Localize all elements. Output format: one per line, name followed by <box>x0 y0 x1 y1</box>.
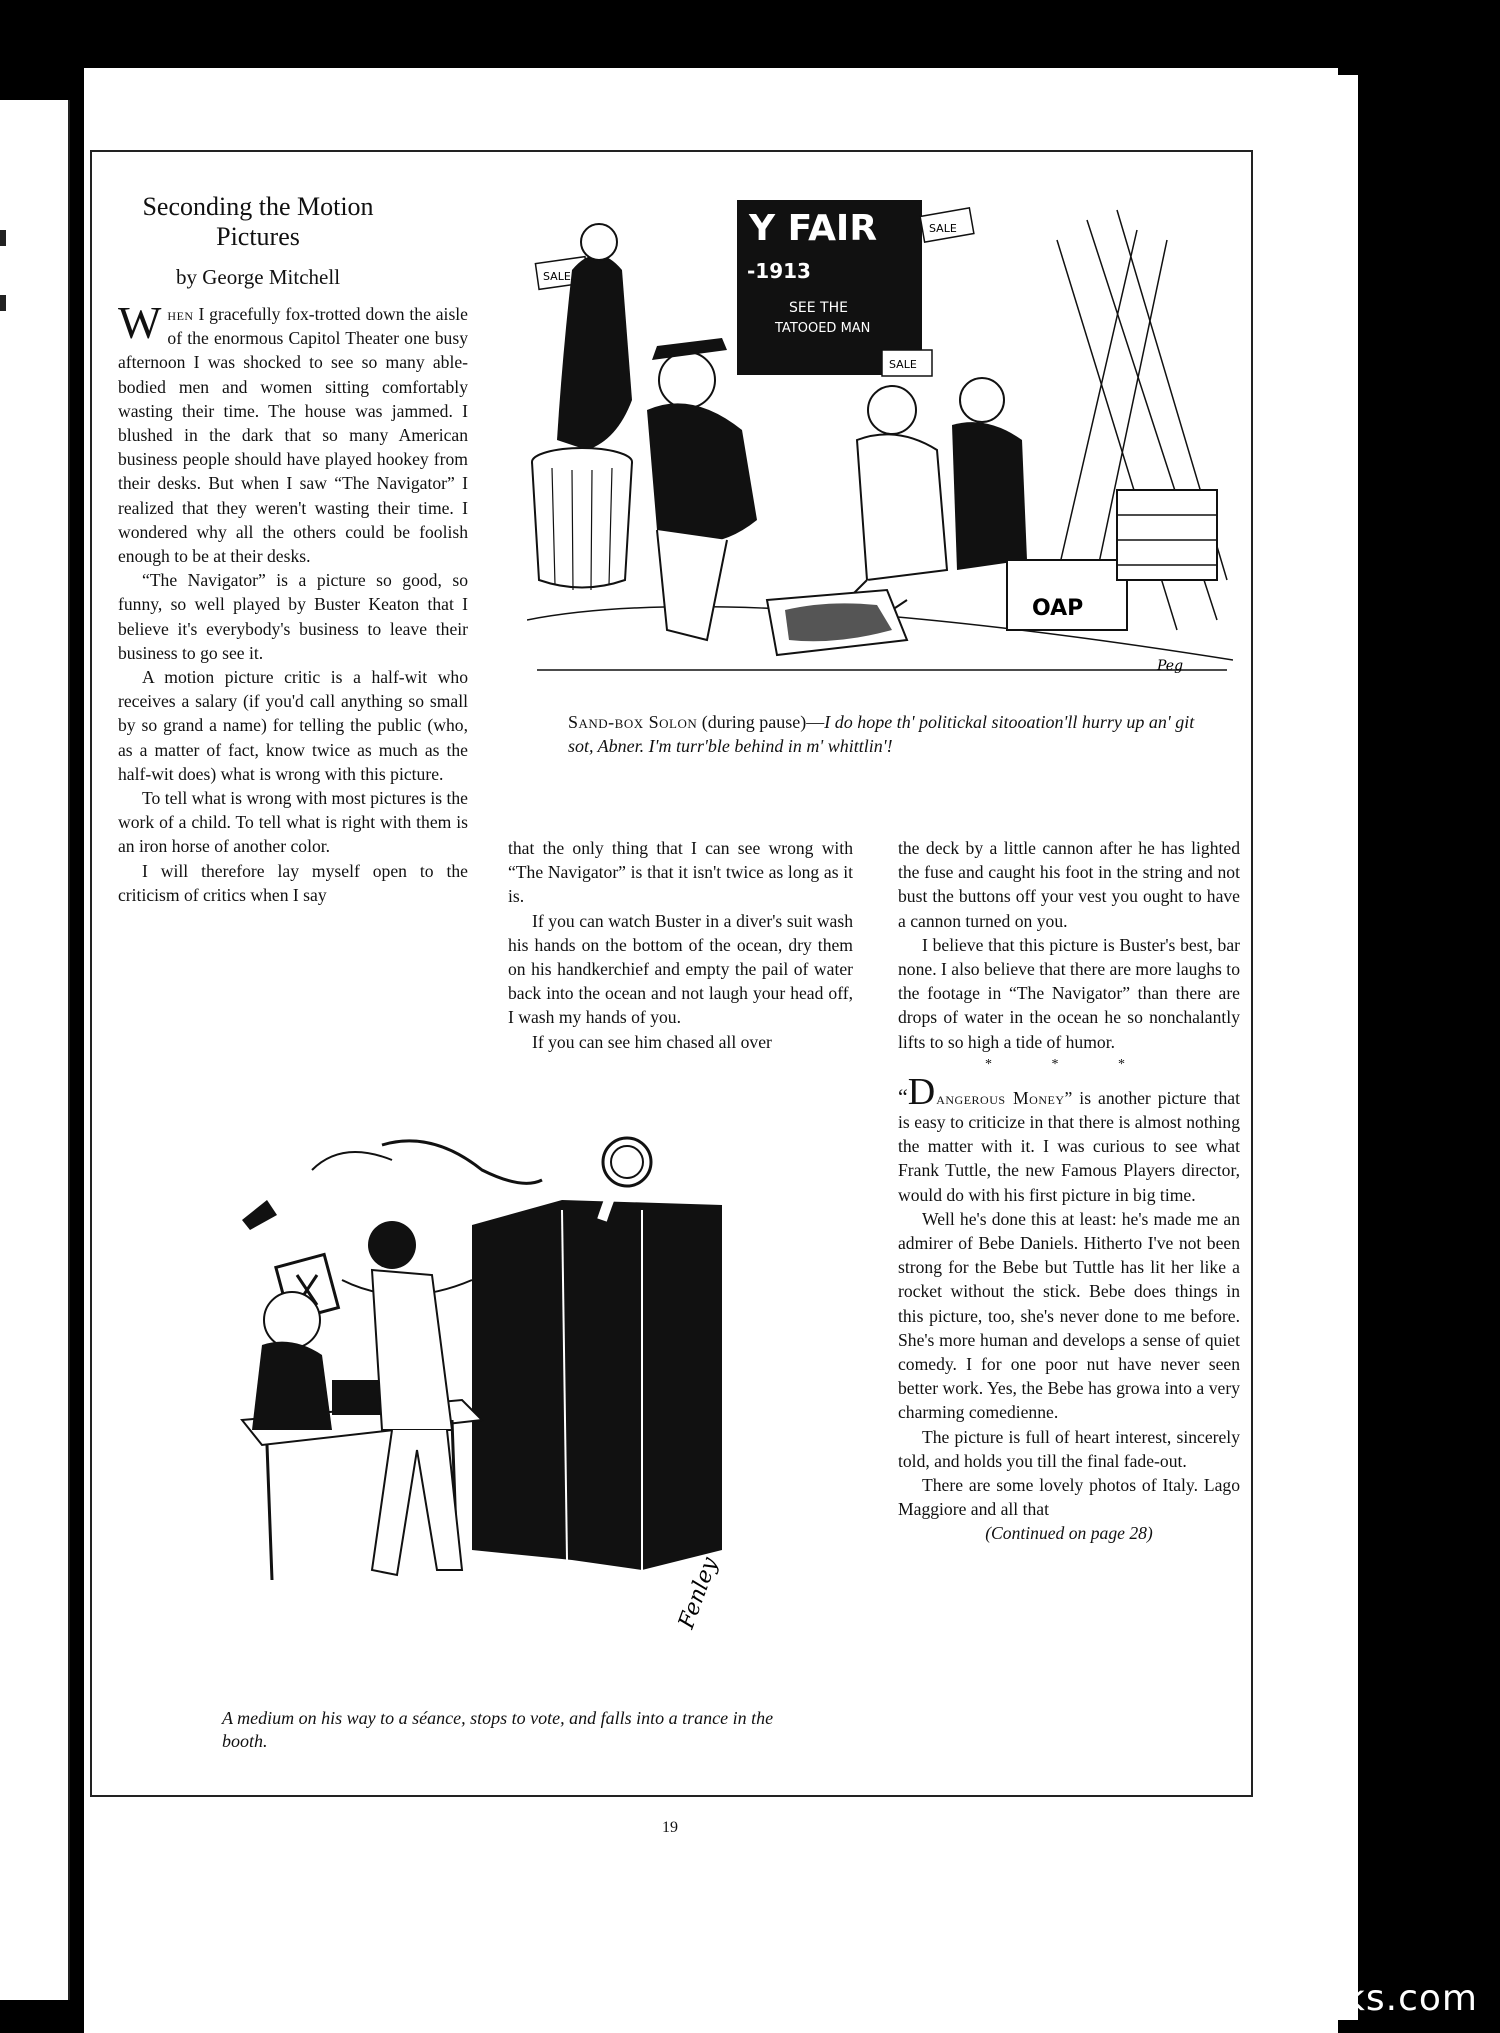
text-column-3 <box>898 836 1240 1546</box>
seated-clerk <box>252 1292 332 1430</box>
artist-signature: Peg <box>1157 658 1184 674</box>
barrel <box>532 448 632 590</box>
crate <box>1117 490 1217 580</box>
voting-booth <box>472 1200 722 1570</box>
paragraph: that the only thing that I can see wrong with “The Navigator” is that it isn't twice as long as it is. <box>508 838 853 907</box>
text-column-1 <box>118 297 468 907</box>
cartoon-illustration-booth <box>222 1130 882 1690</box>
sign-text: SEE THE <box>789 300 848 316</box>
open-quote: “ <box>898 1083 908 1109</box>
paragraph-text: ” is another picture that is easy to criticize in that there is almost nothing the matter with it. I was curious to see what Frank Tuttle, the new Famous Players director, would do with his first picture in big time. <box>898 1087 1240 1205</box>
cartoon-store-drawing <box>527 200 1233 690</box>
paragraph: If you can watch Buster in a diver's suit wash his hands on the bottom of the ocean, dry them on his handkerchief and empty the pail of water back into the ocean and not laugh your head off, I wash my hands of you. <box>508 910 853 1028</box>
sand-box <box>767 590 907 655</box>
page-edge-mark <box>0 295 6 311</box>
adjacent-page-edge <box>0 100 70 2000</box>
paragraph: Well he's done this at least: he's made me an admirer of Bebe Daniels. Hitherto I've not been strong for the Bebe but Tuttle has lit her like a rocket without the stick. Bebe does things in this picture, too, she's never done to me before. She's more human and develops a sense of quiet comedy. I for one poor nut have never seen better work. Yes, the Bebe has growa into a very charming comedienne. <box>898 1208 1240 1423</box>
paragraph: If you can see him chased all over <box>532 1031 772 1052</box>
paragraph: I will therefore lay myself open to the criticism of critics when I say <box>118 860 468 905</box>
sign-year: -1913 <box>747 259 811 283</box>
paragraph: the deck by a little cannon after he has lighted the fuse and caught his foot in the string and not bust the buttons off your vest you ought to have a cannon turned on you. <box>898 838 1240 931</box>
paragraph-text: I gracefully fox-trotted down the aisle of the enormous Capitol Theater one busy afternoon I was shocked to see so many able-bodied men and women sitting comfortably wasting their time. The house was jammed. I blushed in the dark that so many American business people should have played hookey from their desks. But when I saw “The Navigator” I realized that they weren't wasting their time. I wondered why all the others could be foolish enough to be at their desks. <box>118 304 468 567</box>
caption-stage-direction: (during pause)— <box>697 712 825 732</box>
walking-medium <box>368 1221 462 1575</box>
seated-whittler <box>647 338 757 640</box>
cartoon-caption-top <box>568 710 1218 758</box>
page-edge-mark <box>0 230 6 246</box>
sign-text: TATOOED MAN <box>775 321 871 336</box>
cartoon-caption-bottom: A medium on his way to a séance, stops to vote, and falls into a trance in the booth. <box>222 1708 774 1751</box>
paragraph <box>118 297 468 568</box>
paragraph: A motion picture critic is a half-wit who receives a salary (if you'd call anything so small by so grand a name) for telling the public (who, as a matter of fact, know twice as much as the half-wit does) what is wrong with this picture. <box>118 667 468 784</box>
article-byline: by George Mitchell <box>175 265 341 289</box>
article-title: Seconding the Motion Pictures <box>142 192 374 251</box>
drop-cap: W <box>118 297 162 348</box>
sign-text: Y FAIR <box>749 208 878 249</box>
paragraph: The picture is full of heart interest, sincerely told, and holds you till the final fade-out. <box>898 1426 1240 1471</box>
drop-cap: D <box>907 1070 936 1113</box>
section-break: * * * <box>985 1056 1153 1072</box>
page-number: 19 <box>662 1819 678 1836</box>
sale-tag: SALE <box>889 358 917 371</box>
caption-quote: I do hope th' politickal sitooation'll hurry up an' git sot, Abner. I'm turr'ble behind in m' whittlin'! <box>568 712 1195 756</box>
site-watermark: comicbooks.com <box>1162 1978 1478 2019</box>
continued-note: (Continued on page 28) <box>985 1523 1153 1544</box>
sale-tag: SALE <box>929 222 957 235</box>
paragraph <box>898 1070 1240 1207</box>
paragraph: “The Navigator” is a picture so good, so funny, so well played by Buster Keaton that I believe it's everybody's business to leave their business to go see it. <box>118 570 468 663</box>
artist-signature: Fenley <box>674 1554 723 1633</box>
small-caps-lead: angerous Money <box>936 1087 1065 1108</box>
text-column-2 <box>508 836 853 1054</box>
cartoon-booth-drawing <box>222 1130 882 1690</box>
small-caps-lead: hen <box>167 304 194 324</box>
paragraph: To tell what is wrong with most pictures is the work of a child. To tell what is right with them is an iron horse of another color. <box>118 788 468 857</box>
cartoon-illustration-store <box>527 200 1233 690</box>
paragraph: I believe that this picture is Buster's best, bar none. I also believe that there are more laughs to the footage in “The Navigator” than there are drops of water in the ocean he so nonchalantly lifts to so high a tide of humor. <box>898 934 1240 1052</box>
sale-tag: SALE <box>543 270 571 283</box>
paragraph: There are some lovely photos of Italy. Lago Maggiore and all that <box>898 1475 1240 1520</box>
caption-speaker: Sand-box Solon <box>568 712 698 732</box>
crate-label: OAP <box>1032 596 1084 621</box>
